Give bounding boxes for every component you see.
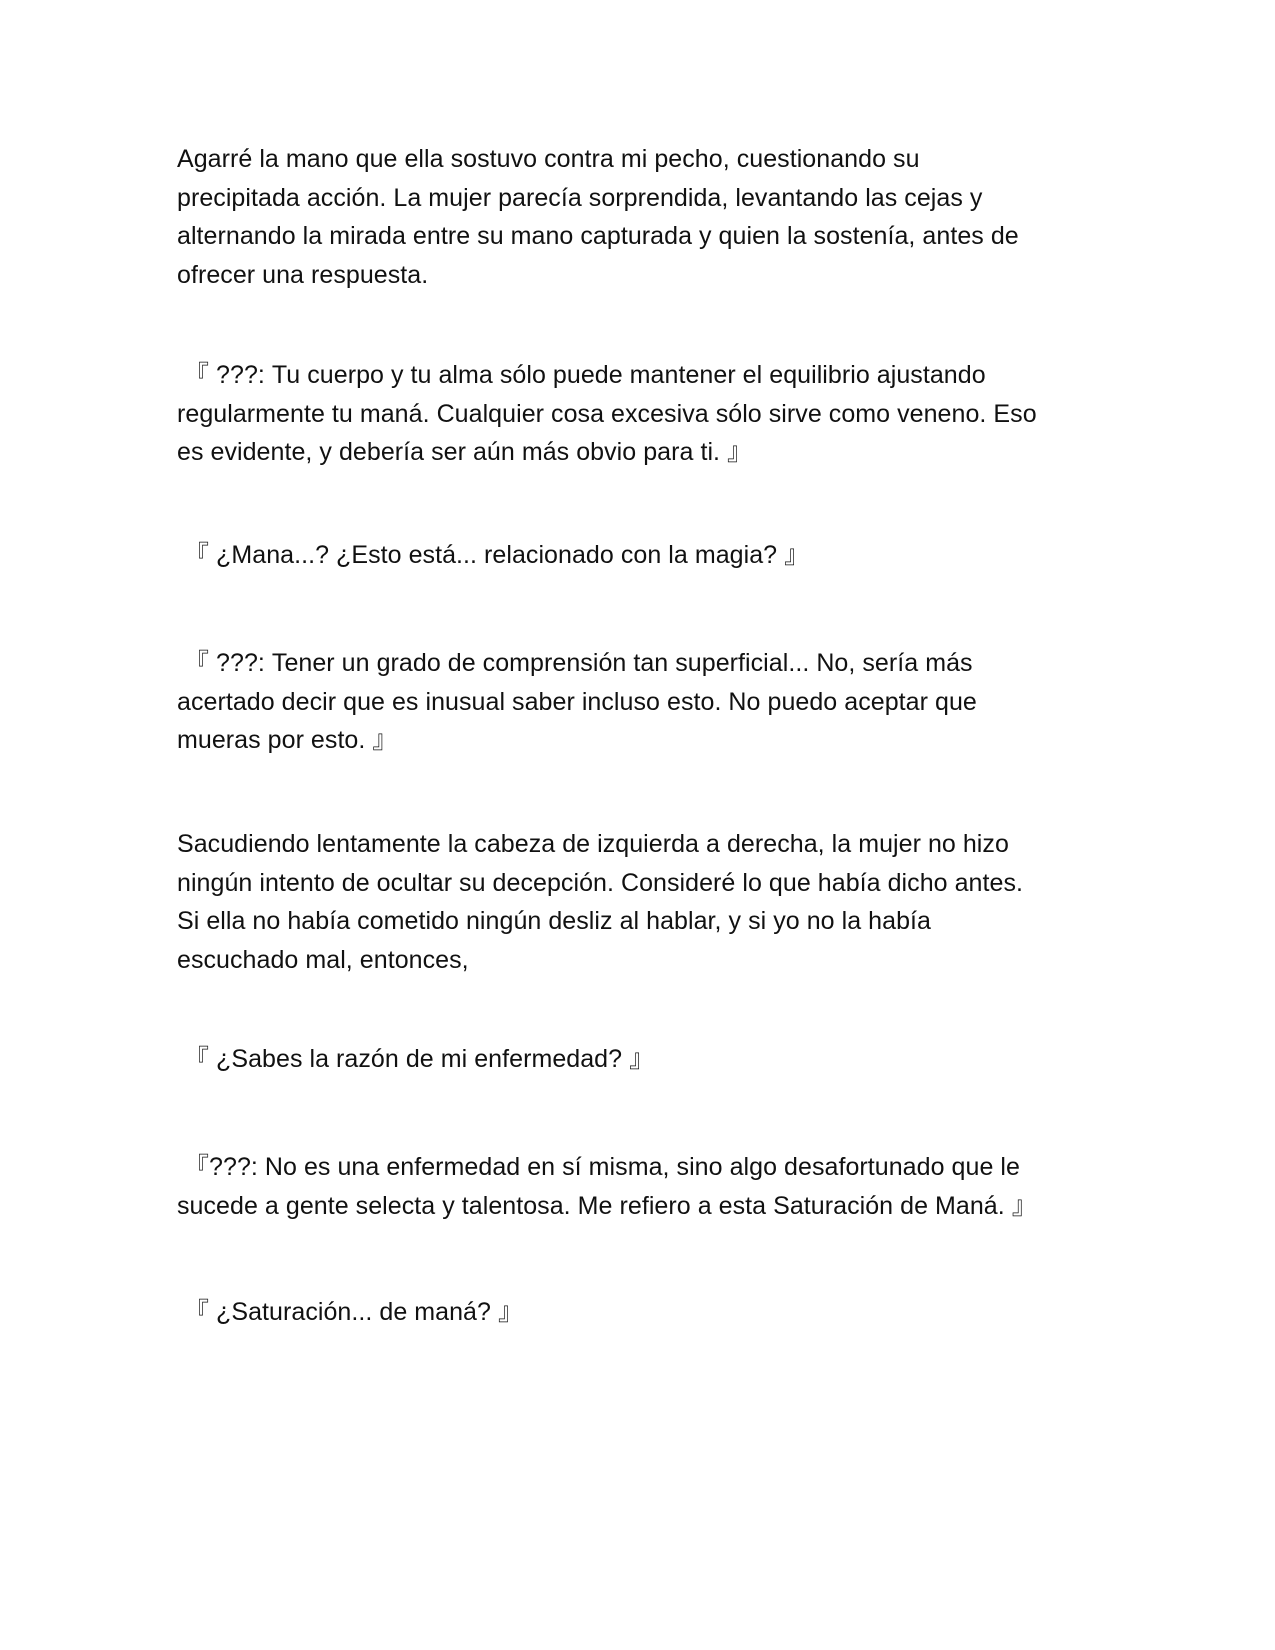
narration-paragraph-2: Sacudiendo lentamente la cabeza de izquierda a derecha, la mujer no hizo ningún intento de ocultar su decepción. Consideré lo que había dicho antes. Si ella no había cometido ningún desliz al hablar, y si yo no la había escuchado mal, entonces, — [177, 830, 1024, 974]
dialogue-paragraph-3: 『 ???: Tener un grado de comprensión tan superficial... No, sería más acertado decir que es inusual saber incluso esto. No puedo aceptar que mueras por esto. 』 — [177, 649, 977, 754]
dialogue-paragraph-5: 『???: No es una enfermedad en sí misma, sino algo desafortunado que le sucede a gente selecta y talentosa. Me refiero a esta Saturación de Maná. 』 — [177, 1153, 1037, 1220]
dialogue-paragraph-2: 『 ¿Mana...? ¿Esto está... relacionado con la magia? 』 — [177, 541, 810, 569]
dialogue-paragraph-1: 『 ???: Tu cuerpo y tu alma sólo puede mantener el equilibrio ajustando regularmente tu maná. Cualquier cosa excesiva sólo sirve como veneno. Eso es evidente, y debería ser aún más obvio para ti. 』 — [177, 361, 1037, 466]
dialogue-paragraph-6: 『 ¿Saturación... de maná? 』 — [177, 1298, 524, 1326]
narration-paragraph-1: Agarré la mano que ella sostuvo contra mi pecho, cuestionando su precipitada acción. La mujer parecía sorprendida, levantando las cejas y alternando la mirada entre su mano capturada y quien la sostenía, antes de ofrecer una respuesta. — [177, 145, 1019, 289]
dialogue-paragraph-4: 『 ¿Sabes la razón de mi enfermedad? 』 — [177, 1045, 655, 1073]
